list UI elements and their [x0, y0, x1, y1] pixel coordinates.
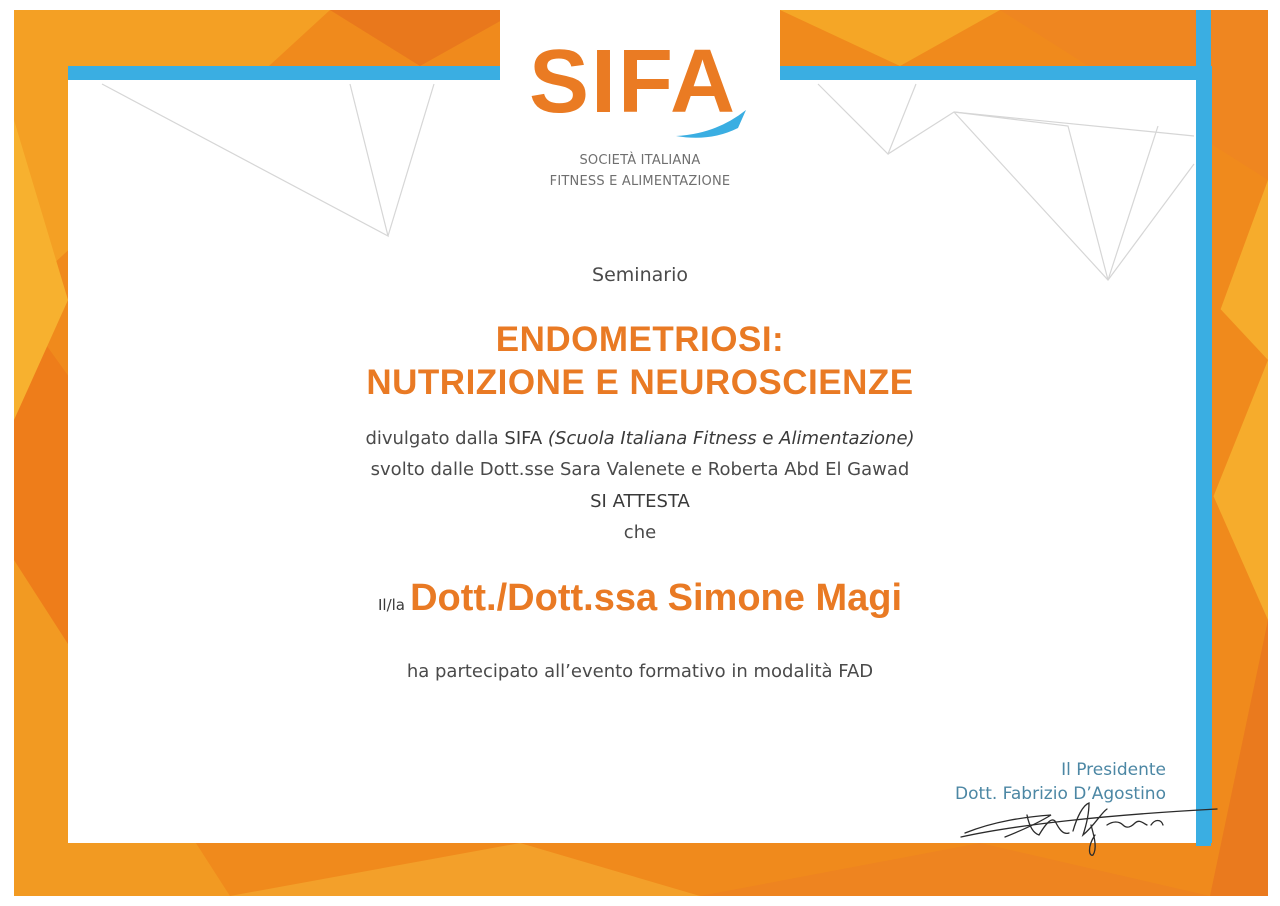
divulgato-org: SIFA: [504, 428, 543, 449]
logo-subtitle-line1: SOCIETÀ ITALIANA: [579, 153, 701, 168]
sifa-wordmark-logo: [528, 38, 752, 148]
sifa-logo: [500, 8, 780, 203]
partecipato-line: ha partecipato all’evento formativo in modalità FAD: [406, 661, 874, 682]
divulgato-line: [0, 428, 1280, 449]
che-line: che: [623, 522, 657, 543]
recipient-name: Dott./Dott.ssa Simone Magi: [410, 577, 903, 619]
logo-subtitle-line2: FITNESS E ALIMENTAZIONE: [549, 174, 731, 189]
handwritten-signature: [955, 795, 1225, 861]
divulgato-org-full: (Scuola Italiana Fitness e Alimentazione): [547, 428, 915, 449]
seminar-title-line1: ENDOMETRIOSI:: [495, 320, 785, 359]
divulgato-prefix: divulgato dalla: [365, 428, 505, 449]
logo-wordmark: SIFA: [529, 38, 735, 132]
seminar-title-line2: NUTRIZIONE E NEUROSCIENZE: [366, 363, 914, 402]
seminar-title: [0, 318, 1280, 404]
attesta-line: SI ATTESTA: [590, 491, 690, 512]
signatory-role: Il Presidente: [1061, 760, 1166, 780]
signatory-name: Dott. Fabrizio D’Agostino: [955, 784, 1166, 804]
recipient-line: [0, 577, 1280, 620]
seminar-label: Seminario: [592, 264, 688, 286]
svolto-line: svolto dalle Dott.sse Sara Valenete e Roberta Abd El Gawad: [370, 459, 910, 480]
recipient-prefix: Il/la: [377, 596, 405, 614]
